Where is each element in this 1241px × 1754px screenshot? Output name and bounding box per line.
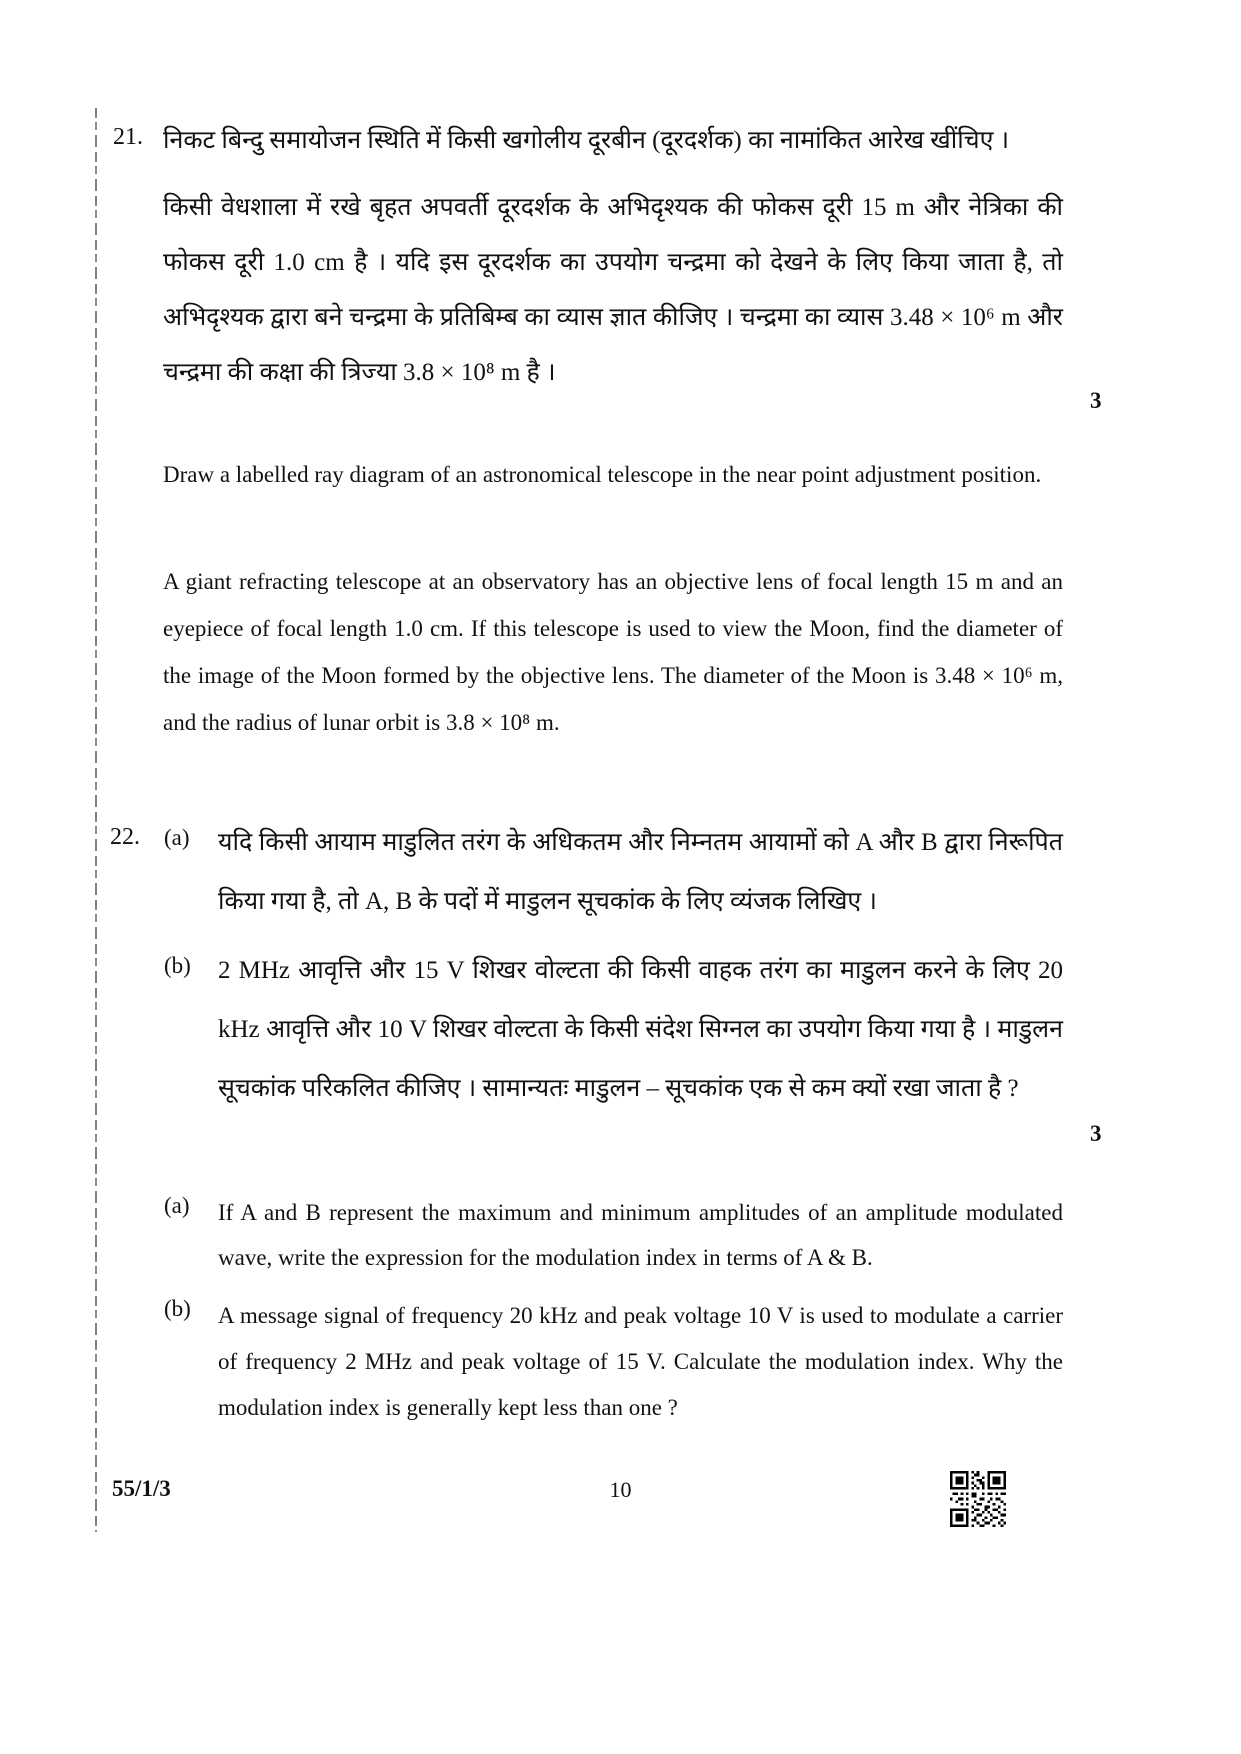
q21-marks: 3 [1090, 388, 1102, 413]
paper-code: 55/1/3 [112, 1476, 171, 1501]
page-number: 10 [609, 1477, 632, 1502]
q22-part-b-label-hindi: (b) [164, 953, 191, 978]
q22-english-part-b: A message signal of frequency 20 kHz and peak voltage 10 V is used to modulate a carrier of frequency 2 MHz and peak voltage of 15 V. Calculate the modulation index. Why the modulation index is generally kept less than one ? [218, 1303, 1063, 1420]
q21-english-paragraph-1: Draw a labelled ray diagram of an astronomical telescope in the near point adjustment position. [163, 462, 1042, 487]
q22-part-a-label-hindi: (a) [164, 825, 190, 850]
q21-hindi-paragraph: किसी वेधशाला में रखे बृहत अपवर्ती दूरदर्शक के अभिदृश्यक की फोकस दूरी 15 m और नेत्रिका की फोकस दूरी 1.0 cm है । यदि इस दूरदर्शक का उपयोग चन्द्रमा को देखने के लिए किया जाता है, तो अभिदृश्यक द्वारा बने चन्द्रमा के प्रतिबिम्ब का व्यास ज्ञात कीजिए । चन्द्रमा का व्यास 3.48 × 10⁶ m और चन्द्रमा की कक्षा की त्रिज्या 3.8 × 10⁸ m है । [163, 194, 1063, 386]
q22-part-a-label-english: (a) [164, 1193, 190, 1218]
binding-edge-microtext-line [95, 108, 97, 1532]
q22-marks: 3 [1090, 1121, 1102, 1146]
qr-code-image [950, 1471, 1006, 1527]
q22-hindi-part-a: यदि किसी आयाम माडुलित तरंग के अधिकतम और निम्नतम आयामों को A और B द्वारा निरूपित किया गया है, तो A, B के पदों में माडुलन सूचकांक के लिए व्यंजक लिखिए । [218, 829, 1063, 915]
q22-number: 22. [110, 824, 140, 850]
q21-english-paragraph-2: A giant refracting telescope at an observatory has an objective lens of focal length 15 m and an eyepiece of focal length 1.0 cm. If this telescope is used to view the Moon, find the diameter of the image of the Moon formed by the objective lens. The diameter of the Moon is 3.48 × 10⁶ m, and the radius of lunar orbit is 3.8 × 10⁸ m. [163, 569, 1063, 735]
q22-part-b-label-english: (b) [164, 1296, 191, 1321]
q22-english-part-a: If A and B represent the maximum and minimum amplitudes of an amplitude modulated wave, write the expression for the modulation index in terms of A & B. [218, 1200, 1063, 1270]
q21-number: 21. [113, 124, 143, 150]
q21-hindi-line1: निकट बिन्दु समायोजन स्थिति में किसी खगोलीय दूरबीन (दूरदर्शक) का नामांकित आरेख खींचिए । [163, 127, 1010, 154]
q22-hindi-part-b: 2 MHz आवृत्ति और 15 V शिखर वोल्टता की किसी वाहक तरंग का माडुलन करने के लिए 20 kHz आवृत्ति और 10 V शिखर वोल्टता के किसी संदेश सिग्नल का उपयोग किया गया है । माडुलन सूचकांक परिकलित कीजिए । सामान्यतः माडुलन – सूचकांक एक से कम क्यों रखा जाता है ? [218, 957, 1063, 1102]
